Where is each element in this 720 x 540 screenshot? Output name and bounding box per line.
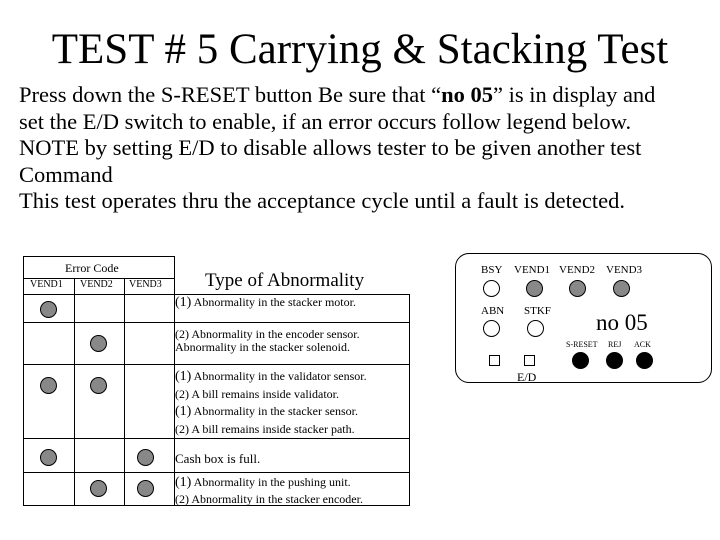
table-divider	[23, 438, 410, 439]
item-number: (1)	[175, 369, 192, 384]
instruction-line-5: This test operates thru the acceptance cycle until a fault is detected.	[19, 188, 625, 213]
led-indicator-icon	[40, 301, 57, 318]
item-number: (2)	[175, 421, 189, 436]
abnormality-text: (2) Abnormality in the stacker encoder.	[175, 492, 363, 506]
led-indicator-icon	[137, 449, 154, 466]
type-of-abnormality-header: Type of Abnormality	[205, 270, 365, 291]
instruction-text: ” is in display and	[492, 82, 656, 107]
ed-switch[interactable]	[524, 355, 535, 366]
item-number: (2)	[175, 328, 189, 341]
ack-button[interactable]	[636, 352, 653, 369]
instruction-line-1	[19, 82, 714, 109]
rej-button[interactable]	[606, 352, 623, 369]
bsy-led-icon	[483, 280, 500, 297]
led-indicator-icon	[90, 377, 107, 394]
abnormality-row-5	[175, 474, 409, 507]
page-title: TEST # 5 Carrying & Stacking Test	[51, 26, 669, 73]
bsy-label: BSY	[481, 264, 503, 276]
instruction-line-3: NOTE by setting E/D to disable allows tester to be given another test	[19, 135, 642, 160]
table-divider	[23, 322, 410, 323]
instruction-line-2: set the E/D switch to enable, if an error occurs follow legend below.	[19, 108, 632, 134]
item-number: (1)	[175, 296, 192, 309]
led-indicator-icon	[40, 377, 57, 394]
led-indicator-icon	[137, 480, 154, 497]
s-reset-label: S-RESET	[566, 340, 598, 349]
abnormality-text: Abnormality in the stacker solenoid.	[175, 340, 350, 354]
column-header-vend2: VEND2	[80, 279, 113, 290]
abnormality-row-2	[175, 328, 409, 354]
display-readout: no 05	[596, 310, 648, 335]
item-number: (1)	[175, 475, 192, 490]
table-divider	[23, 364, 410, 365]
column-header-vend1: VEND1	[30, 279, 63, 290]
switch-square-icon	[489, 355, 500, 366]
ack-label: ACK	[634, 340, 651, 349]
stkf-led-icon	[527, 320, 544, 337]
abnormality-text: Abnormality in the validator sensor.	[193, 369, 367, 383]
abnormality-text: Abnormality in the stacker motor.	[193, 296, 356, 309]
led-indicator-icon	[40, 449, 57, 466]
vend3-label: VEND3	[606, 264, 643, 276]
stkf-label: STKF	[524, 305, 551, 317]
vend2-label: VEND2	[559, 264, 596, 276]
abnormality-text: A bill remains inside stacker path.	[191, 421, 355, 436]
ed-label: E/D	[517, 370, 537, 384]
table-divider	[23, 294, 410, 295]
rej-label: REJ	[608, 340, 622, 349]
led-indicator-icon	[90, 335, 107, 352]
column-header-vend3: VEND3	[129, 279, 162, 290]
error-code-caption: Error Code	[65, 261, 119, 275]
abnormality-text: Abnormality in the encoder sensor.	[191, 328, 360, 341]
abnormality-text: Abnormality in the pushing unit.	[193, 475, 351, 489]
table-border-right	[409, 294, 410, 506]
s-reset-button[interactable]	[572, 352, 589, 369]
vend1-label: VEND1	[514, 264, 551, 276]
display-code-emphasis: no 05	[441, 82, 493, 107]
vend3-led-icon	[613, 280, 630, 297]
abnormality-row-1	[175, 296, 409, 309]
vend2-led-icon	[569, 280, 586, 297]
abn-label: ABN	[481, 305, 505, 317]
vend1-led-icon	[526, 280, 543, 297]
abnormality-row-3	[175, 368, 409, 438]
tester-panel	[455, 253, 712, 383]
instruction-text: Press down the S-RESET button Be sure that “	[19, 82, 442, 107]
led-indicator-icon	[90, 480, 107, 497]
item-number: (2)	[175, 386, 189, 401]
abnormality-text: Abnormality in the stacker sensor.	[193, 404, 358, 418]
instructions	[19, 82, 714, 215]
abn-led-icon	[483, 320, 500, 337]
table-divider	[23, 472, 410, 473]
item-number: (1)	[175, 404, 192, 419]
error-legend-table	[23, 256, 410, 506]
instruction-line-4: Command	[19, 161, 113, 187]
abnormality-row-4: Cash box is full.	[175, 452, 261, 465]
abnormality-text: A bill remains inside validator.	[191, 386, 339, 401]
table-border-top	[23, 256, 175, 257]
